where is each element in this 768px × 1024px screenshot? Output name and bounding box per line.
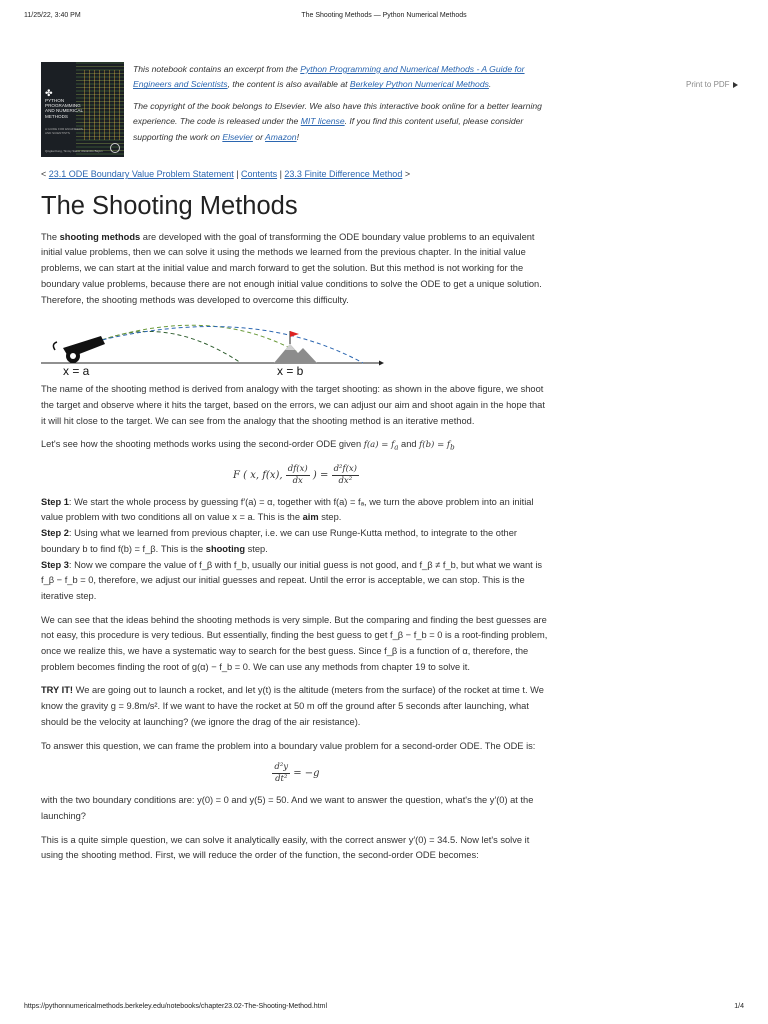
page-title: The Shooting Methods [41, 191, 298, 220]
equation-gravity: $\frac{\text{d²y}}{\text{dt²}}$ = −g [274, 762, 320, 785]
book-cover [41, 62, 124, 157]
root-finding-paragraph: We can see that the ideas behind the shooting methods is very simple. But the comparing and finding the best guesses are not easy, this procedure is very tedious. But essentially, finding the best guess to get f_β − f_b = 0 is a root-finding problem, once we realize this, we have a systematic way to search for the best guess. Since f_β is a function of α, therefore, the problem becomes finding the root of g(α) − f_b = 0. We can use any methods from chapter 19 to solve it. [41, 614, 548, 672]
banner-text: This notebook contains an excerpt from the Python Programming and Numerical Methods - A Guide for Engineers and Scientists, the content is also available at Berkeley Python Numerical Methods. The copyright of the book belongs to Elsevier. We also have this interactive book online for a better learning experience. The code is released under the MIT license. If you find this content useful, please consider supporting the work on Elsevier or Amazon! [133, 64, 542, 142]
shooting-analogy-figure [41, 316, 386, 376]
mit-license-link[interactable]: MIT license [300, 116, 345, 127]
steps-list [41, 495, 551, 605]
print-header [0, 12, 768, 22]
try-it-paragraph: TRY IT! We are going out to launch a rocket, and let y(t) is the altitude (meters from the surface) of the rocket at time t. We know the gravity g = 9.8m/s². If we want to have the rocket at 50 m off the ground after 5 seconds after launching, what should be the velocity at launching? (we ignore the drag of the air resistance). [41, 685, 544, 727]
cannon-icon [53, 336, 105, 363]
chapter-nav: < 23.1 ODE Boundary Value Problem Statement | Contents | 23.3 Finite Difference Method > [41, 169, 411, 179]
publisher-logo-icon [110, 143, 120, 153]
contents-link[interactable]: Contents [241, 169, 278, 179]
reduce-order-paragraph: This is a quite simple question, we can solve it analytically easily, with the correct answer y′(0) = 34.5. Now let's solve it using the shooting method. First, we will reduce the order of the function, the second-order ODE becomes: [41, 834, 530, 861]
step-1: Step 1: We start the whole process by guessing f′(a) = α, together with f(a) = fₐ, we turn the above problem into an initial value problem with two conditions all on value x = a. This is the aim step. [41, 496, 534, 523]
python-logo-icon: ✤ [45, 88, 53, 98]
berkeley-link[interactable]: Berkeley Python Numerical Methods [349, 79, 489, 90]
ode-intro-paragraph: Let's see how the shooting methods works using the second-order ODE given $f(a) = f_a$ and $f(b) = f_b$ [41, 439, 455, 453]
equation-ode: F ( x, f(x), $\frac{df(x)}{dx}$ ) = $\frac{\text{d²f(x)}}{\text{dx²}}$ [233, 463, 357, 486]
analogy-paragraph: The name of the shooting method is derived from analogy with the target shooting: as shown in the above figure, we shoot the target and observe where it hits the target, based on the errors, we can adjust our aim and shoot again in the hope that it will hit close to the target. We can see from the analogy that the shooting method is an iterative method. [41, 384, 545, 426]
prev-section-link[interactable]: 23.1 ODE Boundary Value Problem Statement [48, 169, 234, 179]
footer-url: https://pythonnumericalmethods.berkeley.edu/notebooks/chapter23.02-The-Shooting-Method.html [24, 1003, 327, 1010]
print-datetime: 11/25/22, 3:40 PM [24, 12, 81, 19]
print-to-pdf-button[interactable] [686, 80, 738, 89]
cover-authors: Qingkai Kong, Timmy Siauw, Alexandre Bayen [45, 148, 103, 153]
book-banner [41, 62, 551, 157]
label-x-a: x = a [63, 364, 90, 377]
main-content [41, 62, 551, 872]
mountain-target-icon [274, 331, 317, 363]
book-link[interactable]: Python Programming and Numerical Methods - A Guide for Engineers and Scientists [133, 64, 525, 90]
footer-page-number: 1/4 [734, 1003, 744, 1010]
print-page-title: The Shooting Methods — Python Numerical Methods [301, 12, 467, 19]
cover-title: PYTHON PROGRAMMING AND NUMERICAL METHODS [45, 98, 83, 119]
amazon-link[interactable]: Amazon [265, 131, 297, 142]
frame-problem-paragraph: To answer this question, we can frame the problem into a boundary value problem for a second-order ODE. The ODE is: [41, 740, 536, 751]
step-3: Step 3: Now we compare the value of f_β with f_b, usually our initial guess is not good, and f_β ≠ f_b, but what we want is f_β − f_b = 0, therefore, we adjust our initial guesses and repeat. Until the error is acceptable, we can stop. This is the iterative step. [41, 559, 543, 601]
play-icon [733, 82, 738, 88]
step-2: Step 2: Using what we learned from previous chapter, i.e. we can use Runge-Kutta method, to integrate to the other boundary b to find f(b) = f_β. This is the shooting step. [41, 528, 517, 554]
next-section-link[interactable]: 23.3 Finite Difference Method [284, 169, 403, 179]
elsevier-link[interactable]: Elsevier [222, 131, 253, 142]
cover-subtitle: A GUIDE FOR ENGINEERS AND SCIENTISTS [45, 127, 83, 135]
boundary-conditions-paragraph: with the two boundary conditions are: y(0) = 0 and y(5) = 50. And we want to answer the question, what's the y′(0) at the launching? [41, 795, 534, 821]
print-to-pdf-label: Print to PDF [686, 80, 730, 89]
label-x-b: x = b [277, 364, 304, 377]
intro-paragraph: The shooting methods are developed with the goal of transforming the ODE boundary value problems to an equivalent initial value problems, then we can solve it using the methods we learned from the previous chapter. In the initial value problems, we can start at the initial value and march forward to get the solution. But this method is not working for the boundary value problems, because there are not enough initial value conditions to solve the ODE to get a unique solution. Therefore, the shooting methods was developed to overcome this difficulty. [41, 231, 542, 305]
